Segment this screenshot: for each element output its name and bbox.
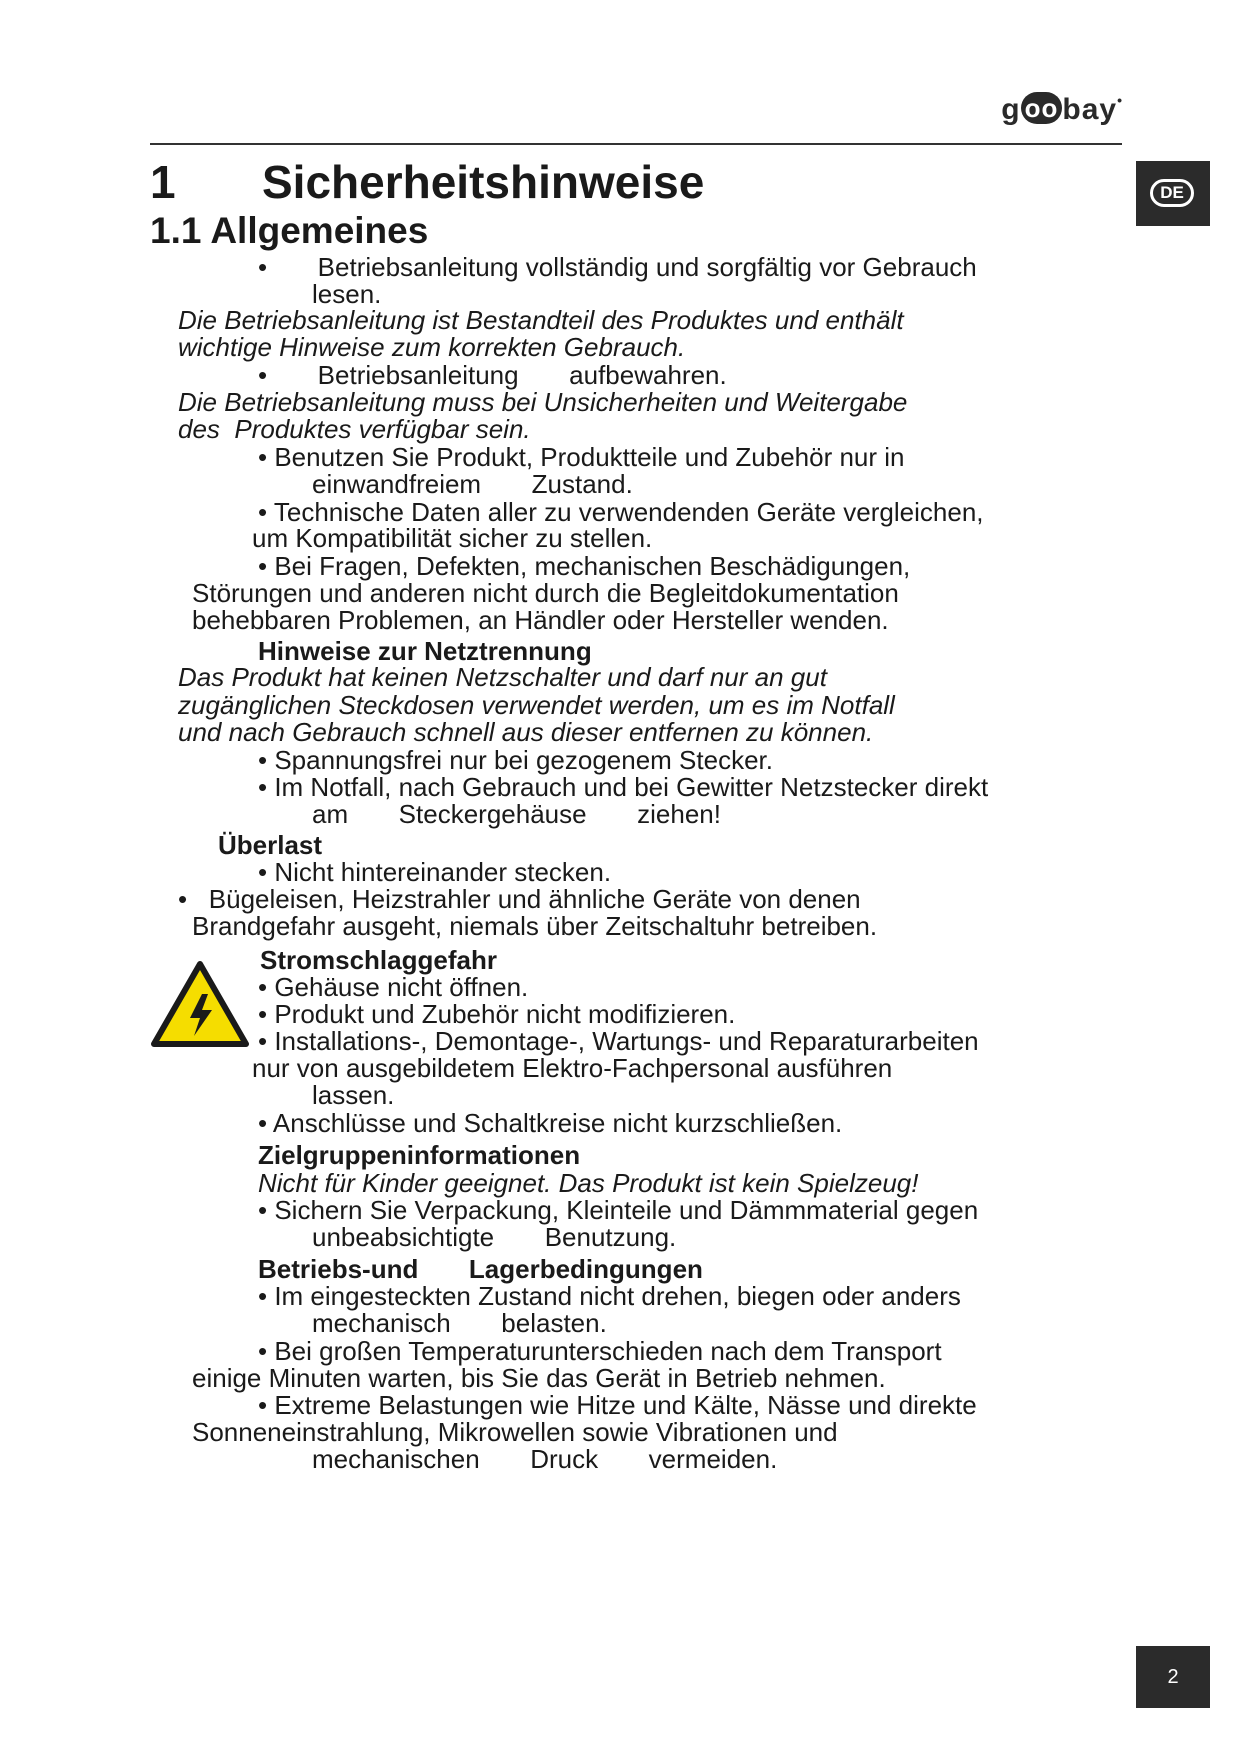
note-line: des Produktes verfügbar sein.	[178, 414, 531, 444]
text-line: • Gehäuse nicht öffnen.	[258, 972, 529, 1002]
subsection-heading: 1.1 Allgemeines	[150, 210, 429, 251]
text-line: • Bügeleisen, Heizstrahler und ähnliche Geräte von denen	[178, 884, 861, 914]
text-line: einige Minuten warten, bis Sie das Gerät in Betrieb nehmen.	[192, 1363, 886, 1393]
note-line: Das Produkt hat keinen Netzschalter und darf nur an gut	[178, 662, 827, 692]
text-line: mechanisch belasten.	[312, 1308, 607, 1338]
note-line: wichtige Hinweise zum korrekten Gebrauch.	[178, 332, 686, 362]
text-line: Störungen und anderen nicht durch die Begleitdokumentation	[192, 578, 899, 608]
text-line: • Im Notfall, nach Gebrauch und bei Gewitter Netzstecker direkt	[258, 772, 989, 802]
section-title: Sicherheitshinweise	[262, 156, 705, 208]
text-line: lesen.	[312, 279, 382, 309]
text-line: unbeabsichtigte Benutzung.	[312, 1222, 677, 1252]
text-line: • Extreme Belastungen wie Hitze und Kälte, Nässe und direkte	[258, 1390, 977, 1420]
electric-shock-warning-icon	[150, 960, 250, 1048]
text-line: nur von ausgebildetem Elektro-Fachpersonal ausführen	[252, 1053, 893, 1083]
text-line: Brandgefahr ausgeht, niemals über Zeitschaltuhr betreiben.	[192, 911, 878, 941]
text-line: • Installations-, Demontage-, Wartungs- und Reparaturarbeiten	[258, 1026, 979, 1056]
goobay-logo: g oo bay•	[1001, 92, 1123, 126]
note-line: Die Betriebsanleitung ist Bestandteil des Produktes und enthält	[178, 305, 904, 335]
text-line: am Steckergehäuse ziehen!	[312, 799, 721, 829]
text-line: • Nicht hintereinander stecken.	[258, 857, 612, 887]
subheading-netztrennung: Hinweise zur Netztrennung	[258, 636, 592, 666]
note-line: und nach Gebrauch schnell aus dieser entfernen zu können.	[178, 717, 874, 747]
text-line: • Technische Daten aller zu verwendenden Geräte vergleichen,	[258, 497, 984, 527]
text-line: • Bei Fragen, Defekten, mechanischen Beschädigungen,	[258, 551, 911, 581]
text-line: • Betriebsanleitung aufbewahren.	[258, 360, 727, 390]
text-line: • Spannungsfrei nur bei gezogenem Stecker.	[258, 745, 773, 775]
text-line: um Kompatibilität sicher zu stellen.	[252, 523, 653, 553]
text-line: • Bei großen Temperaturunterschieden nach dem Transport	[258, 1336, 942, 1366]
subheading-zielgruppe: Zielgruppeninformationen	[258, 1140, 581, 1170]
section-heading	[150, 155, 704, 209]
text-line: mechanischen Druck vermeiden.	[312, 1444, 778, 1474]
note-line: Nicht für Kinder geeignet. Das Produkt ist kein Spielzeug!	[258, 1168, 919, 1198]
section-number: 1	[150, 156, 176, 208]
subheading-ueberlast: Überlast	[218, 830, 323, 860]
header-rule	[150, 143, 1122, 145]
text-line: lassen.	[312, 1080, 395, 1110]
text-line: behebbaren Problemen, an Händler oder Hersteller wenden.	[192, 605, 889, 635]
text-line: • Produkt und Zubehör nicht modifizieren.	[258, 999, 736, 1029]
page-number: 2	[1136, 1646, 1210, 1708]
text-line: • Betriebsanleitung vollständig und sorgfältig vor Gebrauch	[258, 252, 977, 282]
note-line: Die Betriebsanleitung muss bei Unsicherheiten und Weitergabe	[178, 387, 908, 417]
subheading-betriebsbedingungen: Betriebs-und Lagerbedingungen	[258, 1254, 703, 1284]
text-line: Sonneneinstrahlung, Mikrowellen sowie Vibrationen und	[192, 1417, 838, 1447]
language-tab: DE	[1136, 161, 1210, 226]
text-line: • Anschlüsse und Schaltkreise nicht kurzschließen.	[258, 1108, 843, 1138]
text-line: • Benutzen Sie Produkt, Produktteile und Zubehör nur in	[258, 442, 905, 472]
subheading-stromschlag: Stromschlaggefahr	[260, 945, 497, 975]
text-line: einwandfreiem Zustand.	[312, 469, 633, 499]
text-line: • Sichern Sie Verpackung, Kleinteile und Dämmmaterial gegen	[258, 1195, 979, 1225]
text-line: • Im eingesteckten Zustand nicht drehen, biegen oder anders	[258, 1281, 961, 1311]
note-line: zugänglichen Steckdosen verwendet werden, um es im Notfall	[178, 690, 895, 720]
